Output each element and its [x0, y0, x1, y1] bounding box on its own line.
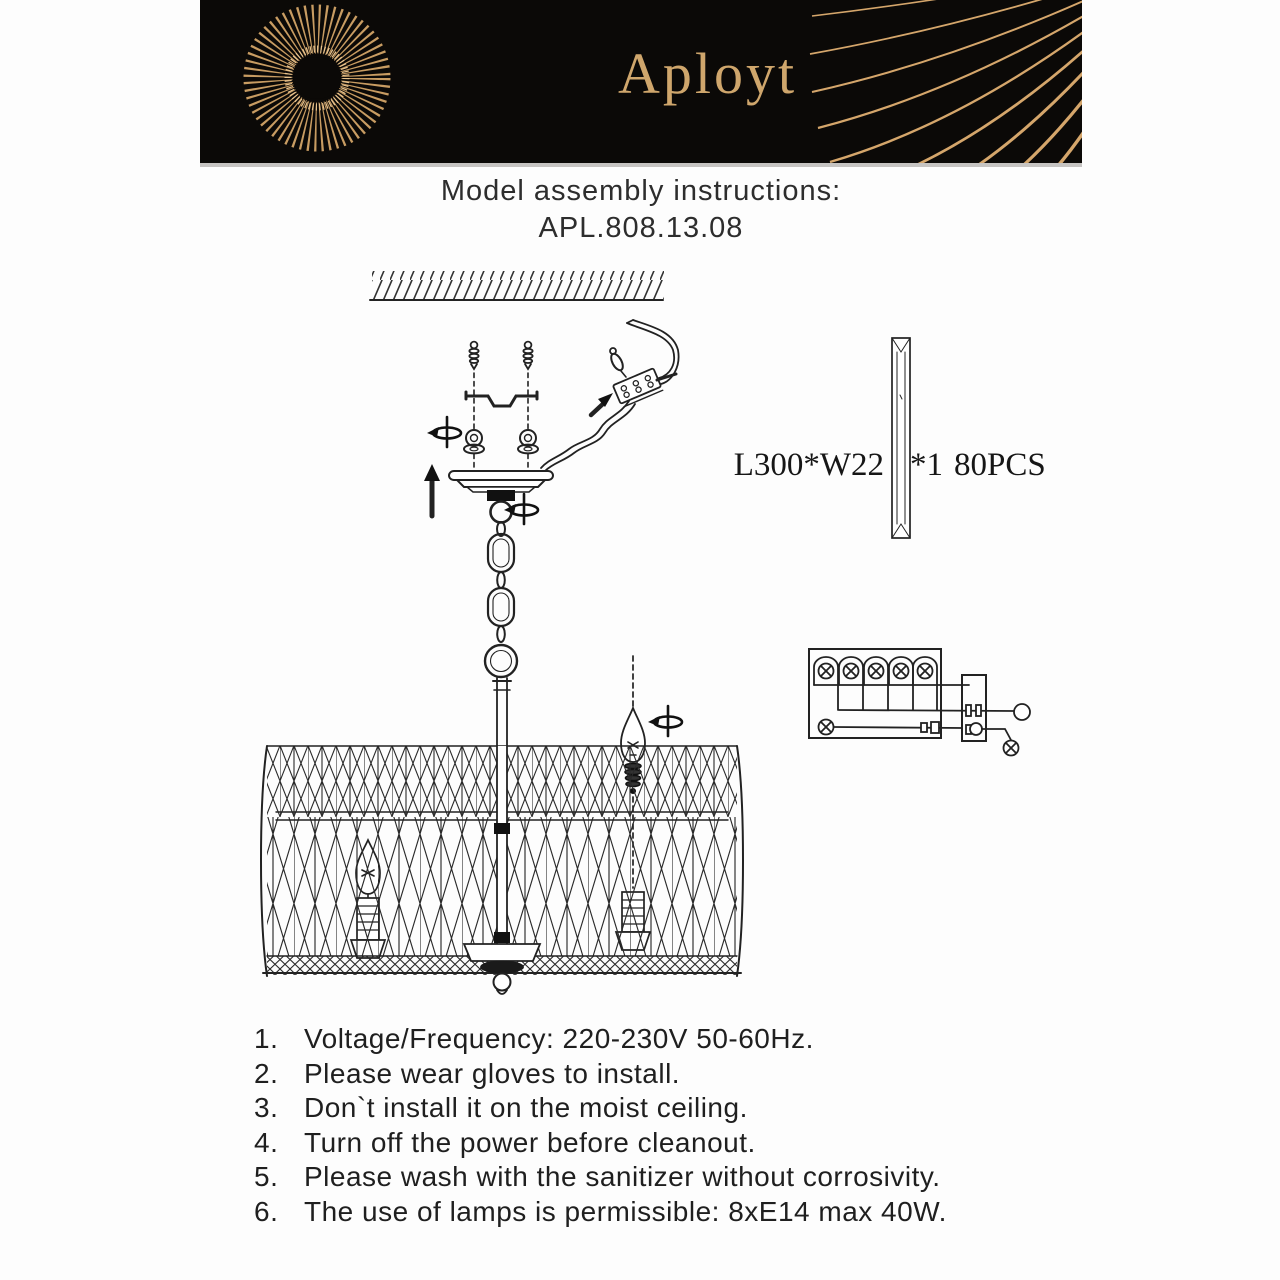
instruction-item — [254, 1160, 1064, 1195]
nut-left-icon — [464, 430, 484, 453]
instruction-number: 5. — [254, 1161, 279, 1193]
canopy-loop — [491, 502, 512, 523]
brand-logo-sunburst-icon — [268, 29, 366, 127]
page-title: Model assembly instructions: — [440, 175, 842, 207]
title-block — [200, 173, 1082, 247]
instruction-number: 1. — [254, 1023, 279, 1054]
instruction-item — [254, 1091, 1064, 1126]
crystal-prism — [892, 338, 910, 538]
brand-name: Aployt — [618, 41, 798, 106]
instruction-number: 6. — [254, 1195, 279, 1227]
instruction-text: Turn off the power before cleanout. — [304, 1126, 756, 1158]
mounting-bracket — [466, 392, 537, 406]
instruction-text: Don`t install it on the moist ceiling. — [304, 1092, 748, 1124]
mounting-hardware — [464, 342, 538, 467]
hook-clip-icon — [609, 348, 626, 377]
insert-arrow-icon — [591, 393, 613, 415]
instruction-text: Please wash with the sanitizer without corrosivity. — [304, 1161, 941, 1193]
crystal-size-label: L300*W22 — [733, 447, 884, 483]
instruction-text: The use of lamps is permissible: 8xE14 max 40W. — [304, 1195, 947, 1227]
rotate-icon-bulb — [648, 706, 682, 736]
model-number: APL.808.13.08 — [538, 212, 744, 244]
assembly-diagram — [240, 250, 1080, 1020]
up-arrow-icon — [424, 464, 440, 516]
nut-right-icon — [518, 430, 538, 453]
instruction-number: 4. — [254, 1126, 279, 1158]
anchor-screw-right-icon — [523, 342, 532, 369]
crystal-qty-label: *1 — [910, 447, 943, 483]
ceiling-hatch — [370, 271, 664, 300]
instruction-text: Please wear gloves to install. — [304, 1057, 681, 1089]
instruction-item — [254, 1195, 1064, 1230]
ceiling-canopy — [449, 471, 553, 523]
instruction-item — [254, 1126, 1064, 1161]
canopy-wire — [541, 401, 635, 471]
instruction-text: Voltage/Frequency: 220-230V 50-60Hz. — [304, 1023, 814, 1054]
instruction-item — [254, 1057, 1064, 1092]
instructions-list — [254, 1022, 1064, 1230]
rotate-icon-nut — [427, 417, 461, 447]
banner-underline — [200, 163, 1082, 167]
instruction-item — [254, 1022, 1064, 1057]
crystal-pcs-label: 80PCS — [954, 447, 1046, 483]
instruction-number: 3. — [254, 1092, 279, 1124]
wiring-diagram — [809, 649, 1030, 756]
chain-ring — [485, 645, 517, 677]
brand-banner — [200, 0, 1082, 164]
instruction-number: 2. — [254, 1057, 279, 1089]
hanging-chain — [485, 522, 517, 681]
power-source-node — [1014, 704, 1030, 720]
anchor-screw-left-icon — [469, 342, 478, 369]
